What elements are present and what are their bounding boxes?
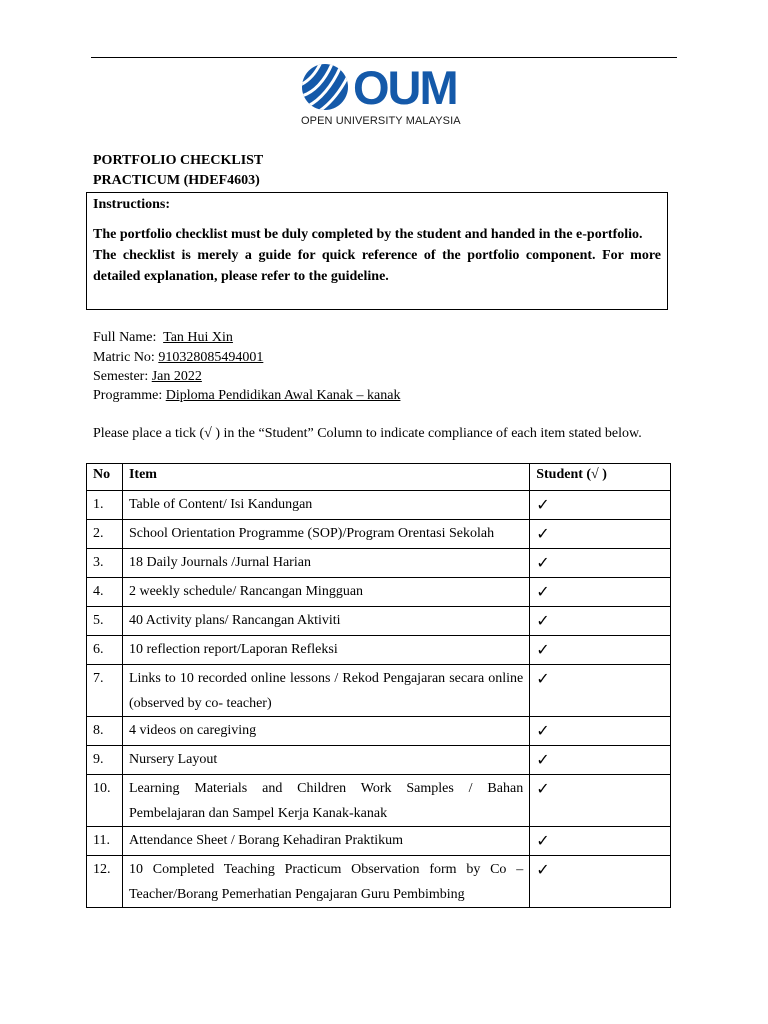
checkmark-icon: ✓ (536, 524, 550, 543)
checkmark-icon: ✓ (536, 750, 550, 769)
row-item: 2 weekly schedule/ Rancangan Mingguan (122, 578, 529, 607)
programme-label: Programme: (93, 388, 163, 403)
checkmark-icon: ✓ (536, 669, 550, 688)
row-item: 40 Activity plans/ Rancangan Aktiviti (122, 607, 529, 636)
header-no: No (87, 464, 123, 491)
portfolio-checklist-table (86, 463, 671, 908)
checkmark-icon: ✓ (536, 831, 550, 850)
tick-instruction: Please place a tick (√ ) in the “Student” Column to indicate compliance of each item stated below. (93, 426, 642, 441)
row-number: 3. (87, 549, 123, 578)
table-row (87, 607, 671, 636)
table-header-row (87, 464, 671, 491)
row-number: 1. (87, 491, 123, 520)
oum-globe-icon (300, 62, 350, 112)
table-row (87, 717, 671, 746)
row-student-check (530, 717, 671, 746)
row-student-check (530, 578, 671, 607)
row-item: Attendance Sheet / Borang Kehadiran Praktikum (122, 827, 529, 856)
row-student-check (530, 549, 671, 578)
matric-field (93, 348, 263, 367)
table-row (87, 549, 671, 578)
instructions-paragraph-2: The checklist is merely a guide for quick reference of the portfolio component. For more detailed explanation, please refer to the guideline. (93, 248, 661, 284)
header-item: Item (122, 464, 529, 491)
table-row (87, 775, 671, 827)
logo-wordmark: OUM (353, 60, 457, 114)
row-number: 10. (87, 775, 123, 827)
checkmark-icon: ✓ (536, 640, 550, 659)
checkmark-icon: ✓ (536, 582, 550, 601)
row-student-check (530, 856, 671, 908)
programme-field (93, 386, 400, 405)
checkmark-icon: ✓ (536, 860, 550, 879)
semester-label: Semester: (93, 369, 149, 384)
row-number: 4. (87, 578, 123, 607)
checkmark-icon: ✓ (536, 779, 550, 798)
instructions-box (86, 192, 668, 310)
instructions-paragraph-1: The portfolio checklist must be duly completed by the student and handed in the e-portfolio. (93, 227, 643, 242)
document-title: PORTFOLIO CHECKLIST (93, 153, 264, 168)
row-student-check (530, 636, 671, 665)
row-number: 7. (87, 665, 123, 717)
row-student-check (530, 491, 671, 520)
table-row (87, 827, 671, 856)
row-number: 12. (87, 856, 123, 908)
row-student-check (530, 607, 671, 636)
row-item: 10 Completed Teaching Practicum Observation form by Co – Teacher/Borang Pemerhatian Pengajaran Guru Pembimbing (122, 856, 529, 908)
row-item: 4 videos on caregiving (122, 717, 529, 746)
row-item: Table of Content/ Isi Kandungan (122, 491, 529, 520)
course-title: PRACTICUM (HDEF4603) (93, 173, 260, 188)
table-row (87, 665, 671, 717)
logo-tagline: OPEN UNIVERSITY MALAYSIA (301, 115, 461, 127)
full-name-value: Tan Hui Xin (163, 330, 233, 345)
row-number: 6. (87, 636, 123, 665)
row-number: 2. (87, 520, 123, 549)
row-number: 5. (87, 607, 123, 636)
checkmark-icon: ✓ (536, 721, 550, 740)
checkmark-icon: ✓ (536, 611, 550, 630)
row-student-check (530, 775, 671, 827)
row-student-check (530, 746, 671, 775)
table-row (87, 520, 671, 549)
oum-logo (300, 62, 470, 128)
row-item: Learning Materials and Children Work Samples / Bahan Pembelajaran dan Sampel Kerja Kanak-kanak (122, 775, 529, 827)
checkmark-icon: ✓ (536, 553, 550, 572)
row-number: 9. (87, 746, 123, 775)
table-row (87, 636, 671, 665)
table-row (87, 578, 671, 607)
row-number: 11. (87, 827, 123, 856)
table-row (87, 491, 671, 520)
matric-label: Matric No: (93, 350, 155, 365)
semester-value: Jan 2022 (151, 369, 202, 384)
top-rule (91, 57, 677, 58)
table-row (87, 746, 671, 775)
instructions-title: Instructions: (93, 197, 171, 212)
full-name-field (93, 328, 233, 347)
row-item: Links to 10 recorded online lessons / Rekod Pengajaran secara online (observed by co- teacher) (122, 665, 529, 717)
table-row (87, 856, 671, 908)
row-student-check (530, 665, 671, 717)
row-item: 18 Daily Journals /Jurnal Harian (122, 549, 529, 578)
matric-value: 910328085494001 (158, 350, 264, 365)
row-student-check (530, 827, 671, 856)
header-student: Student (√ ) (530, 464, 671, 491)
programme-value: Diploma Pendidikan Awal Kanak – kanak (165, 388, 401, 403)
row-item: 10 reflection report/Laporan Refleksi (122, 636, 529, 665)
row-item: Nursery Layout (122, 746, 529, 775)
full-name-label: Full Name: (93, 330, 157, 345)
row-item: School Orientation Programme (SOP)/Program Orentasi Sekolah (122, 520, 529, 549)
checkmark-icon: ✓ (536, 495, 550, 514)
semester-field (93, 367, 202, 386)
row-number: 8. (87, 717, 123, 746)
row-student-check (530, 520, 671, 549)
